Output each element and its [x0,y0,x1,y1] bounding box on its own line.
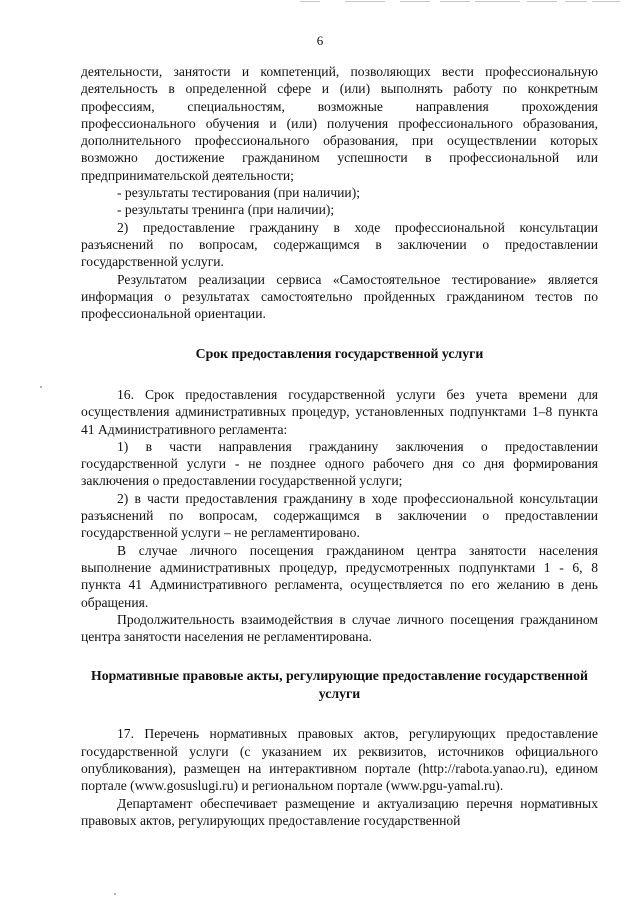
paragraph: В случае личного посещения гражданином центра занятости населения выполнение административных процедур, предусмотренных подпунктами 1 - 6, 8 пункта 41 Административного регламента, осуществляется по его желанию в день обращения. [81,542,598,610]
scan-speck [40,386,42,388]
section-heading: Срок предоставления государственной услуги [195,346,484,362]
scan-speck [114,893,116,895]
paragraph: Продолжительность взаимодействия в случае личного посещения гражданином центра занятости населения не регламентирована. [81,611,598,645]
paragraph: Департамент обеспечивает размещение и актуализацию перечня нормативных правовых актов, регулирующих предоставление государственной [81,795,598,828]
page-number: 6 [316,33,324,48]
paragraph: Результатом реализации сервиса «Самостоятельное тестирование» является информация о результатах самостоятельно пройденных гражданином тестов по профессиональной ориентации. [81,271,598,322]
paragraph: 2) предоставление гражданину в ходе профессиональной консультации разъяснений по вопросам, содержащимся в заключении о предоставлении государственной услуги. [81,219,598,270]
list-item: - результаты тренинга (при наличии); [117,202,335,218]
section-heading: Нормативные правовые акты, регулирующие предоставление государственной услуги [91,668,588,701]
paragraph: деятельности, занятости и компетенций, позволяющих вести профессиональную деятельность в определенной сфере и (или) выполнять работу по конкретным профессиям, специальностям, возможные направления прохождения профессионального обучения и (или) получения профессионального образования, дополнительного профессионального образования, при осуществлении которых возможно достижение гражданином успешности в профессиональной или предпринимательской деятельности; [81,64,598,183]
paragraph: 2) в части предоставления гражданину в ходе профессиональной консультации разъяснений по вопросам, содержащимся в заключении о предоставлении государственной услуги – не регламентировано. [81,490,598,541]
list-item: - результаты тестирования (при наличии); [117,185,361,201]
document-body [81,63,598,829]
paragraph: 16. Срок предоставления государственной услуги без учета времени для осуществления административных процедур, установленных подпунктами 1–8 пункта 41 Административного регламента: [81,386,598,437]
paragraph: 1) в части направления гражданину заключения о предоставлении государственной услуги - не позднее одного рабочего дня со дня формирования заключения о предоставлении государственной услуги; [81,438,598,489]
scan-edge-line [0,0,640,3]
paragraph: 17. Перечень нормативных правовых актов, регулирующих предоставление государственной услуги (с указанием их реквизитов, источников официального опубликования), размещен на интерактивном портале (http://rabota.yanao.ru), едином портале (www.gosuslugi.ru) и региональном портале (www.pgu-yamal.ru). [81,726,598,794]
